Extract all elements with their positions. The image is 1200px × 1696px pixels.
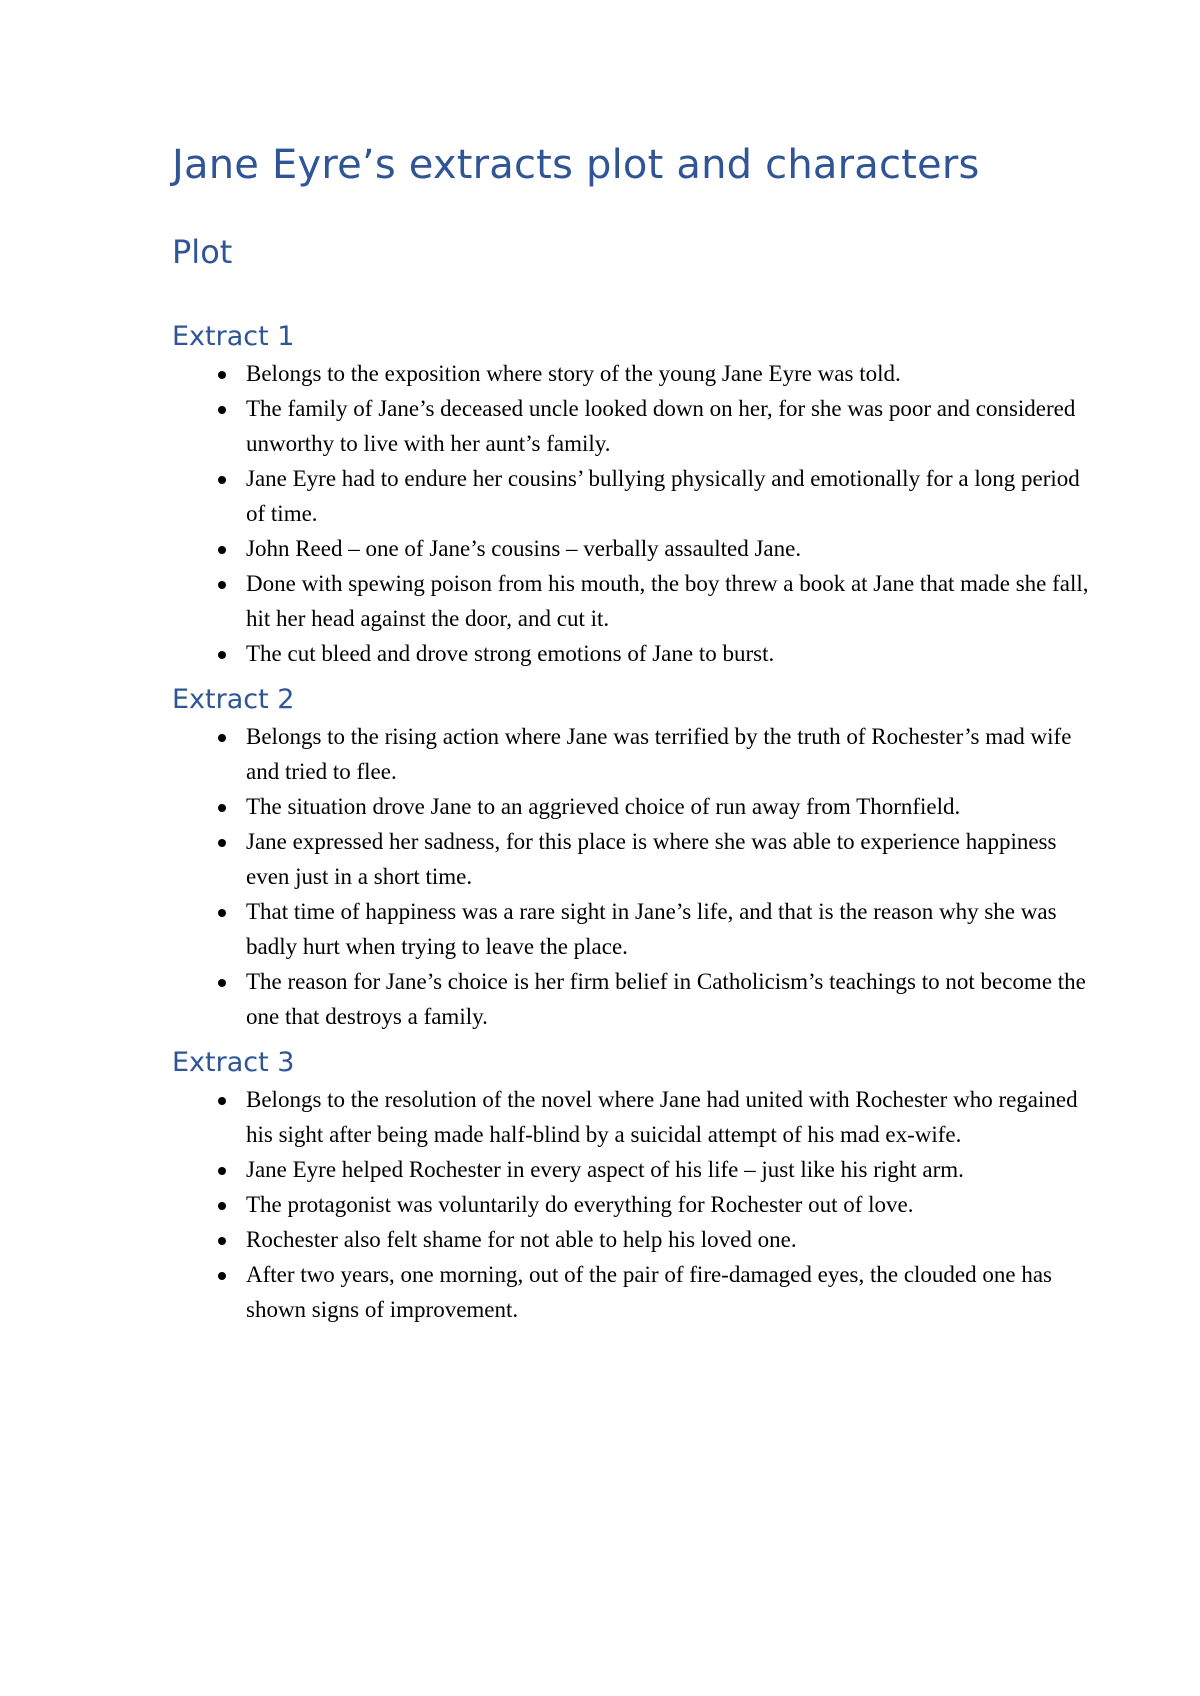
list-item: [172, 1152, 1092, 1187]
bullet-icon: [218, 1097, 226, 1105]
extract-1-section: [172, 320, 1092, 671]
list-item-text: The protagonist was voluntarily do everything for Rochester out of love.: [246, 1192, 914, 1217]
list-item-text: Done with spewing poison from his mouth, the boy threw a book at Jane that made she fall, hit her head against the door, and cut it.: [246, 571, 1089, 631]
list-item-text: Jane Eyre had to endure her cousins’ bullying physically and emotionally for a long period of time.: [246, 466, 1080, 526]
list-item-text: The reason for Jane’s choice is her firm belief in Catholicism’s teachings to not become the one that destroys a family.: [246, 969, 1086, 1029]
list-item: [172, 356, 1092, 391]
list-item-text: The family of Jane’s deceased uncle looked down on her, for she was poor and considered unworthy to live with her aunt’s family.: [246, 396, 1076, 456]
bullet-icon: [218, 734, 226, 742]
list-item: [172, 531, 1092, 566]
bullet-icon: [218, 1272, 226, 1280]
list-item: [172, 719, 1092, 789]
bullet-icon: [218, 804, 226, 812]
list-item-text: Belongs to the resolution of the novel where Jane had united with Rochester who regained his sight after being made half-blind by a suicidal attempt of his mad ex-wife.: [246, 1087, 1078, 1147]
bullet-icon: [218, 476, 226, 484]
list-item-text: Belongs to the rising action where Jane was terrified by the truth of Rochester’s mad wife and tried to flee.: [246, 724, 1072, 784]
list-item-text: After two years, one morning, out of the pair of fire-damaged eyes, the clouded one has shown signs of improvement.: [246, 1262, 1052, 1322]
list-item-text: Jane expressed her sadness, for this place is where she was able to experience happiness even just in a short time.: [246, 829, 1057, 889]
bullet-icon: [218, 1237, 226, 1245]
bullet-icon: [218, 1202, 226, 1210]
bullet-icon: [218, 581, 226, 589]
bullet-icon: [218, 979, 226, 987]
list-item: [172, 964, 1092, 1034]
list-item: [172, 1222, 1092, 1257]
list-item: [172, 461, 1092, 531]
extract-1-bullet-list: [172, 356, 1092, 671]
list-item-text: Jane Eyre helped Rochester in every aspect of his life – just like his right arm.: [246, 1157, 964, 1182]
list-item-text: The situation drove Jane to an aggrieved choice of run away from Thornfield.: [246, 794, 961, 819]
document-title: Jane Eyre’s extracts plot and characters: [172, 142, 980, 188]
list-item: [172, 894, 1092, 964]
extract-1-heading: Extract 1: [172, 321, 295, 352]
section-heading-plot: Plot: [172, 233, 233, 271]
bullet-icon: [218, 371, 226, 379]
list-item: [172, 1082, 1092, 1152]
extract-3-section: [172, 1046, 1092, 1327]
list-item-text: John Reed – one of Jane’s cousins – verbally assaulted Jane.: [246, 536, 802, 561]
bullet-icon: [218, 651, 226, 659]
extract-2-heading: Extract 2: [172, 684, 295, 715]
list-item-text: Belongs to the exposition where story of the young Jane Eyre was told.: [246, 361, 901, 386]
document-content: [172, 136, 1092, 1327]
extract-3-heading: Extract 3: [172, 1047, 295, 1078]
list-item: [172, 1187, 1092, 1222]
list-item: [172, 824, 1092, 894]
bullet-icon: [218, 1167, 226, 1175]
extract-3-bullet-list: [172, 1082, 1092, 1327]
extract-2-bullet-list: [172, 719, 1092, 1034]
extract-2-section: [172, 683, 1092, 1034]
bullet-icon: [218, 406, 226, 414]
list-item-text: Rochester also felt shame for not able to help his loved one.: [246, 1227, 797, 1252]
list-item: [172, 566, 1092, 636]
list-item: [172, 1257, 1092, 1327]
bullet-icon: [218, 839, 226, 847]
list-item: [172, 789, 1092, 824]
list-item: [172, 636, 1092, 671]
list-item: [172, 391, 1092, 461]
bullet-icon: [218, 909, 226, 917]
bullet-icon: [218, 546, 226, 554]
list-item-text: The cut bleed and drove strong emotions of Jane to burst.: [246, 641, 775, 666]
list-item-text: That time of happiness was a rare sight in Jane’s life, and that is the reason why she was badly hurt when trying to leave the place.: [246, 899, 1057, 959]
